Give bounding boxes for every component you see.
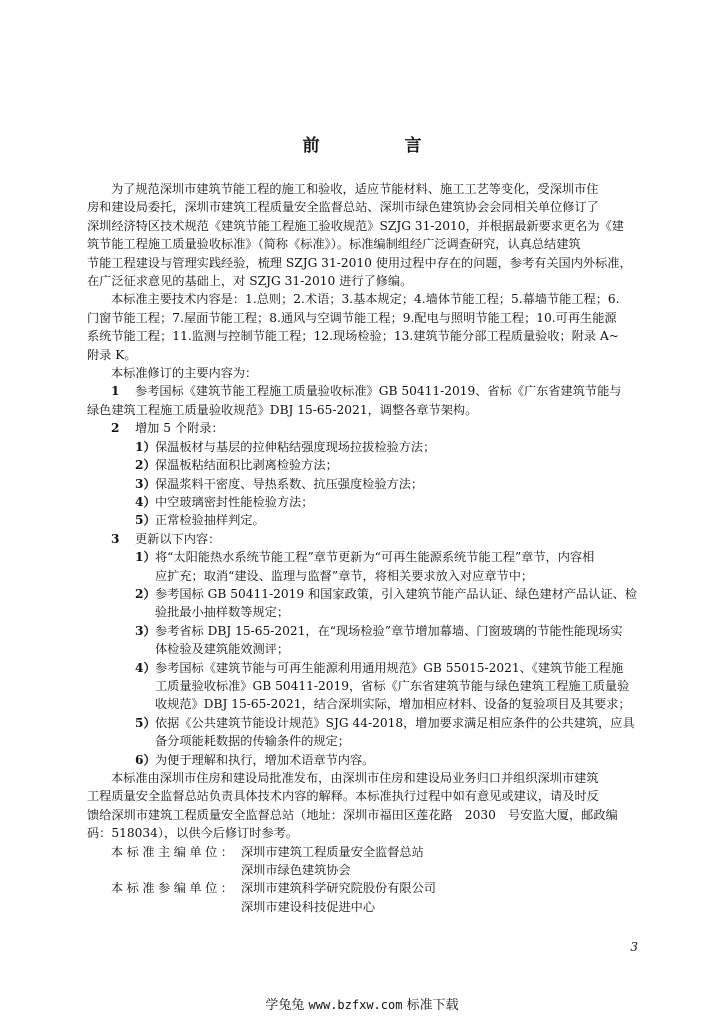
page-number: 3: [630, 940, 638, 954]
revision-item-1: 1 参考国标《建筑节能工程施工质量验收标准》GB 50411-2019、省标《广东省建筑节能与 绿色建筑工程施工质量验收规范》DBJ 15-65-2021，调整各章节架构。: [87, 384, 622, 417]
units-label: 本标准主编单位：: [111, 844, 237, 859]
sub-item: 5）依据《公共建筑节能设计规范》SJG 44-2018，增加要求满足相应条件的公共建筑，应具 备分项能耗数据的传输条件的规定；: [135, 715, 635, 749]
sub-item: 6）为便于理解和执行，增加术语章节内容。: [135, 752, 375, 767]
sub-item: 1）保温板材与基层的拉伸粘结强度现场拉拔检验方法；: [135, 439, 436, 454]
item-number: 2: [111, 421, 120, 436]
item-number: 3: [111, 531, 120, 546]
sub-item: 3）参考省标 DBJ 15-65-2021，在“现场检验”章节增加幕墙、门窗玻璃的节能性能现场实 体检验及建筑能效测评；: [135, 623, 623, 657]
watermark-left: 学兔兔: [265, 998, 305, 1013]
revision-item-2: 2 增加 5 个附录：: [87, 419, 639, 437]
sub-item: 3）保温浆料干密度、导热系数、抗压强度检验方法；: [135, 476, 424, 491]
item-number: 1: [111, 384, 120, 399]
revision-intro: 本标准修订的主要内容为：: [111, 366, 258, 381]
watermark-right: 标准下载: [406, 998, 459, 1013]
document-body: [87, 180, 639, 916]
intro-paragraph: 为了规范深圳市建筑节能工程的施工和验收，适应节能材料、施工工艺等变化，受深圳市住 房和建设局委托，深圳市建筑工程质量安全监督总站、深圳市绿色建筑协会会同相关单位修订了 深圳经济特区技术规范《建筑节能工程施工验收规范》SZJG 31-2010，并根据最新要求更名为《建 筑节能工程施工质量验收标准》（简称《标准》）。标准编制组经广泛调查研究，认真总结建筑 节能工程建设与管理实践经验，梳理 SZJG 31-2010 使用过程中存在的问题，参考有关国内外标准， 在广泛征求意见的基础上，对 SZJG 31-2010 进行了修编。: [87, 182, 632, 289]
sub-item: 4）中空玻璃密封性能检验方法；: [135, 494, 314, 509]
participating-units: 本标准参编单位： 深圳市建筑科学研究院股份有限公司 深圳市建设科技促进中心: [111, 881, 436, 914]
chief-editor-units: 本标准主编单位： 深圳市建筑工程质量安全监督总站 深圳市绿色建筑协会: [111, 844, 424, 878]
page-title: 前 言: [302, 136, 456, 156]
sub-item: 1）将“太阳能热水系统节能工程”章节更新为“可再生能源系统节能工程”章节，内容相 应扩充；取消“建设、监理与监督”章节，将相关要求放入对应章节中；: [135, 550, 595, 583]
watermark: [0, 994, 724, 1013]
sub-item: 5）正常检验抽样判定。: [135, 513, 265, 528]
sub-item: 2）参考国标 GB 50411-2019 和国家政策，引入建筑节能产品认证、绿色建材产品认证、检 验批最小抽样数等规定；: [135, 586, 638, 620]
sub-item: 2）保温板粘结面积比剥离检验方法；: [135, 458, 338, 473]
contents-paragraph: 本标准主要技术内容是：1.总则；2.术语；3.基本规定；4.墙体节能工程；5.幕墙节能工程；6. 门窗节能工程；7.屋面节能工程；8.通风与空调节能工程；9.配电与照明节能工程；10.可再生能源 系统节能工程；11.监测与控制节能工程；12.现场检验；13.建筑节能分部工程质量验收；附录 A~ 附录 K。: [87, 292, 620, 362]
sub-item: 4）参考国标《建筑节能与可再生能源利用通用规范》GB 55015-2021、《建筑节能工程施 工质量验收标准》GB 50411-2019，省标《广东省建筑节能与绿色建筑工程施工质量验 收规范》DBJ 15-65-2021，结合深圳实际，增加相应材料、设备的复验项目及其要求；: [135, 660, 631, 712]
revision-item-3: 3 更新以下内容：: [87, 530, 639, 548]
approval-paragraph: 本标准由深圳市住房和建设局批准发布，由深圳市住房和建设局业务归口并组织深圳市建筑 工程质量安全监督总站负责具体技术内容的解释。本标准执行过程中如有意见或建议，请及时反 馈给深圳市建筑工程质量安全监督总站（地址：深圳市福田区莲花路 2030 号安监大厦，邮政编 码：518034），以供今后修订时参考。: [87, 771, 618, 841]
units-label: 本标准参编单位：: [111, 881, 237, 896]
watermark-url: www.bzfxw.com: [308, 998, 403, 1012]
